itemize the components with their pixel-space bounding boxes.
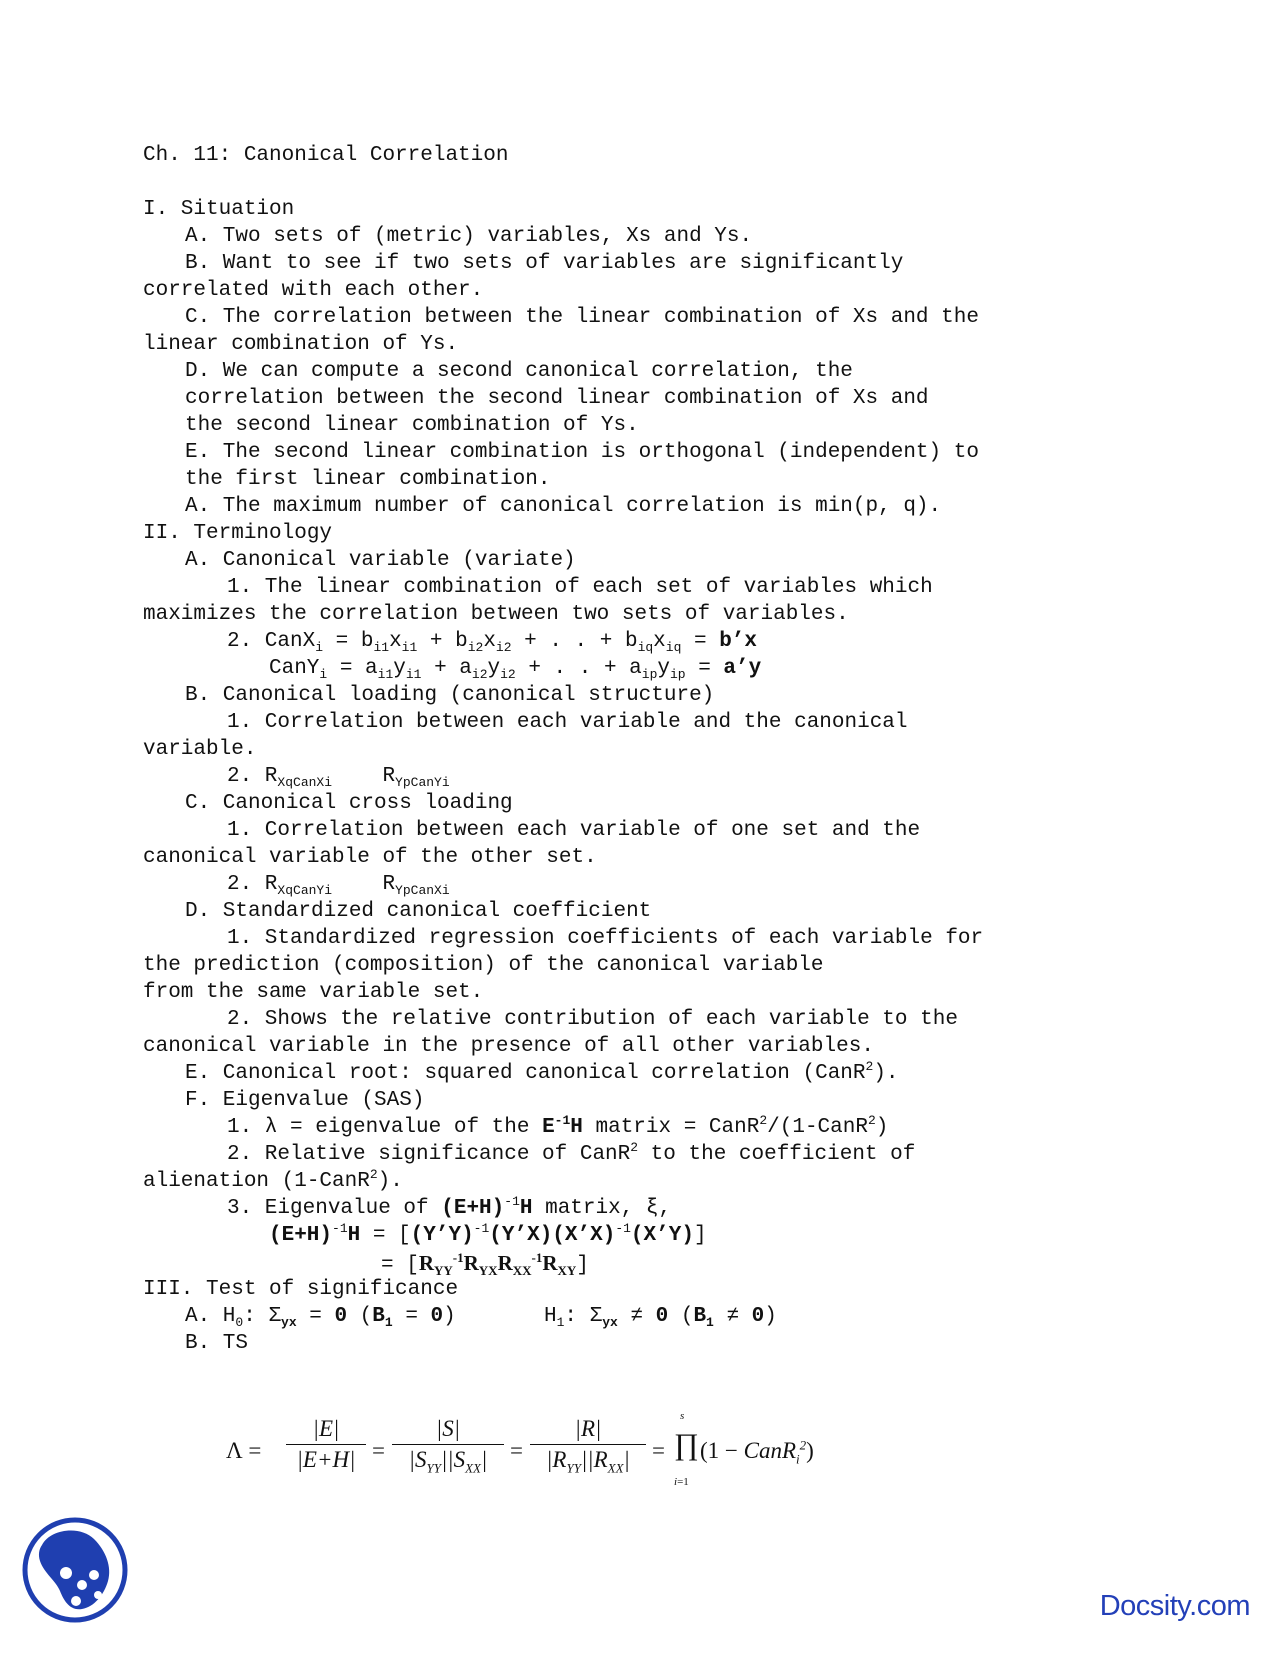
equation-lambda: 1. λ = eigenvalue of the $E^{-1}H$ matrix = CanR$^2$/(1-CanR$^2$) — [227, 1113, 889, 1139]
text-line: B. Canonical loading (canonical structure) — [185, 684, 715, 707]
text-line: D. Standardized canonical coefficient — [185, 900, 652, 923]
equation-cany: CanY$_i$ = $a_{i1}y_{i1} + a_{i2}y_{i2}$ + . . + $a_{ip}y_{ip}$ = a’y — [269, 657, 762, 683]
text-line: A. The maximum number of canonical correlation is min(p, q). — [185, 495, 942, 518]
text-line: 1. Correlation between each variable and the canonical — [227, 711, 908, 734]
text-line: linear combination of Ys. — [143, 333, 459, 356]
docsity-brand-link[interactable]: Docsity.com — [1099, 1590, 1250, 1622]
wilks-lambda-formula: Λ = $\frac{|E|}{|E+H|}$ = |S| $|S_{YY}||S_{XX}|$ = |R| $|R_{YY}||R_{XX}|$ = ∏ s i=1 (1 − CanR$_i^2$) — [226, 1410, 814, 1488]
text-line: 2. Shows the relative contribution of each variable to the — [227, 1008, 958, 1031]
text-line: variable. — [143, 738, 257, 761]
section-heading-terminology: II. Terminology — [143, 522, 333, 545]
equation-loading: 2. $R_{XqCanXi}$ $R_{YpCanYi}$ — [227, 765, 450, 791]
text-line: from the same variable set. — [143, 981, 484, 1004]
text-line: canonical variable of the other set. — [143, 846, 597, 869]
text-line: canonical variable in the presence of all other variables. — [143, 1035, 874, 1058]
text-line: correlation between the second linear combination of Xs and — [185, 387, 929, 410]
text-line: the prediction (composition) of the canonical variable — [143, 954, 824, 977]
text-line: B. TS — [185, 1332, 249, 1355]
text-line: E. The second linear combination is orthogonal (independent) to — [185, 441, 979, 464]
page-title: Ch. 11: Canonical Correlation — [143, 144, 509, 167]
text-line-relative-significance: 2. Relative significance of CanR$^2$ to the coefficient of — [227, 1140, 916, 1166]
equation-xi: 3. Eigenvalue of $(E+H)^{-1}H$ matrix, ξ, — [227, 1194, 672, 1220]
text-line: 1. Standardized regression coefficients of each variable for — [227, 927, 984, 950]
docsity-logo-icon — [20, 1515, 130, 1625]
section-heading-test: III. Test of significance — [143, 1278, 459, 1301]
text-line: maximizes the correlation between two sets of variables. — [143, 603, 849, 626]
section-heading-situation: I. Situation — [143, 198, 295, 221]
equation-canx: 2. CanX$_i$ = $b_{i1}x_{i1} + b_{i2}x_{i2}$ + . . + $b_{iq}x_{iq}$ = b’x — [227, 630, 758, 656]
text-line: F. Eigenvalue (SAS) — [185, 1089, 425, 1112]
text-line: C. Canonical cross loading — [185, 792, 513, 815]
text-line: the first linear combination. — [185, 468, 551, 491]
text-line: 1. The linear combination of each set of variables which — [227, 576, 933, 599]
equation-cross-loading: 2. $R_{XqCanYi}$ $R_{YpCanXi}$ — [227, 873, 450, 899]
equation-matrix-1: $(E+H)^{-1}H$ = [(Y’Y)$^{-1}$(Y’X)(X’X)$^{-1}$(X’Y)] — [269, 1221, 707, 1247]
text-line-alienation: alienation (1-CanR$^2$). — [143, 1167, 403, 1193]
text-line: the second linear combination of Ys. — [185, 414, 639, 437]
text-line: C. The correlation between the linear combination of Xs and the — [185, 306, 979, 329]
text-line: correlated with each other. — [143, 279, 484, 302]
hypothesis-line: A. $H_0$: $\Sigma_{yx} = 0$ $(B_1 = 0)$ $H_1$: $\Sigma_{yx} \ne 0$ $(B_1 \ne 0)$ — [185, 1305, 777, 1331]
text-line: D. We can compute a second canonical correlation, the — [185, 360, 853, 383]
text-line: 1. Correlation between each variable of one set and the — [227, 819, 921, 842]
text-line: A. Canonical variable (variate) — [185, 549, 576, 572]
text-line-canonical-root: E. Canonical root: squared canonical correlation (CanR$^2$). — [185, 1059, 899, 1085]
equation-matrix-2: = $[R_{YY}^{-1}R_{YX}R_{XX}^{-1}R_{XY}]$ — [381, 1250, 589, 1279]
text-line: A. Two sets of (metric) variables, Xs and Ys. — [185, 225, 753, 248]
text-line: B. Want to see if two sets of variables are significantly — [185, 252, 904, 275]
